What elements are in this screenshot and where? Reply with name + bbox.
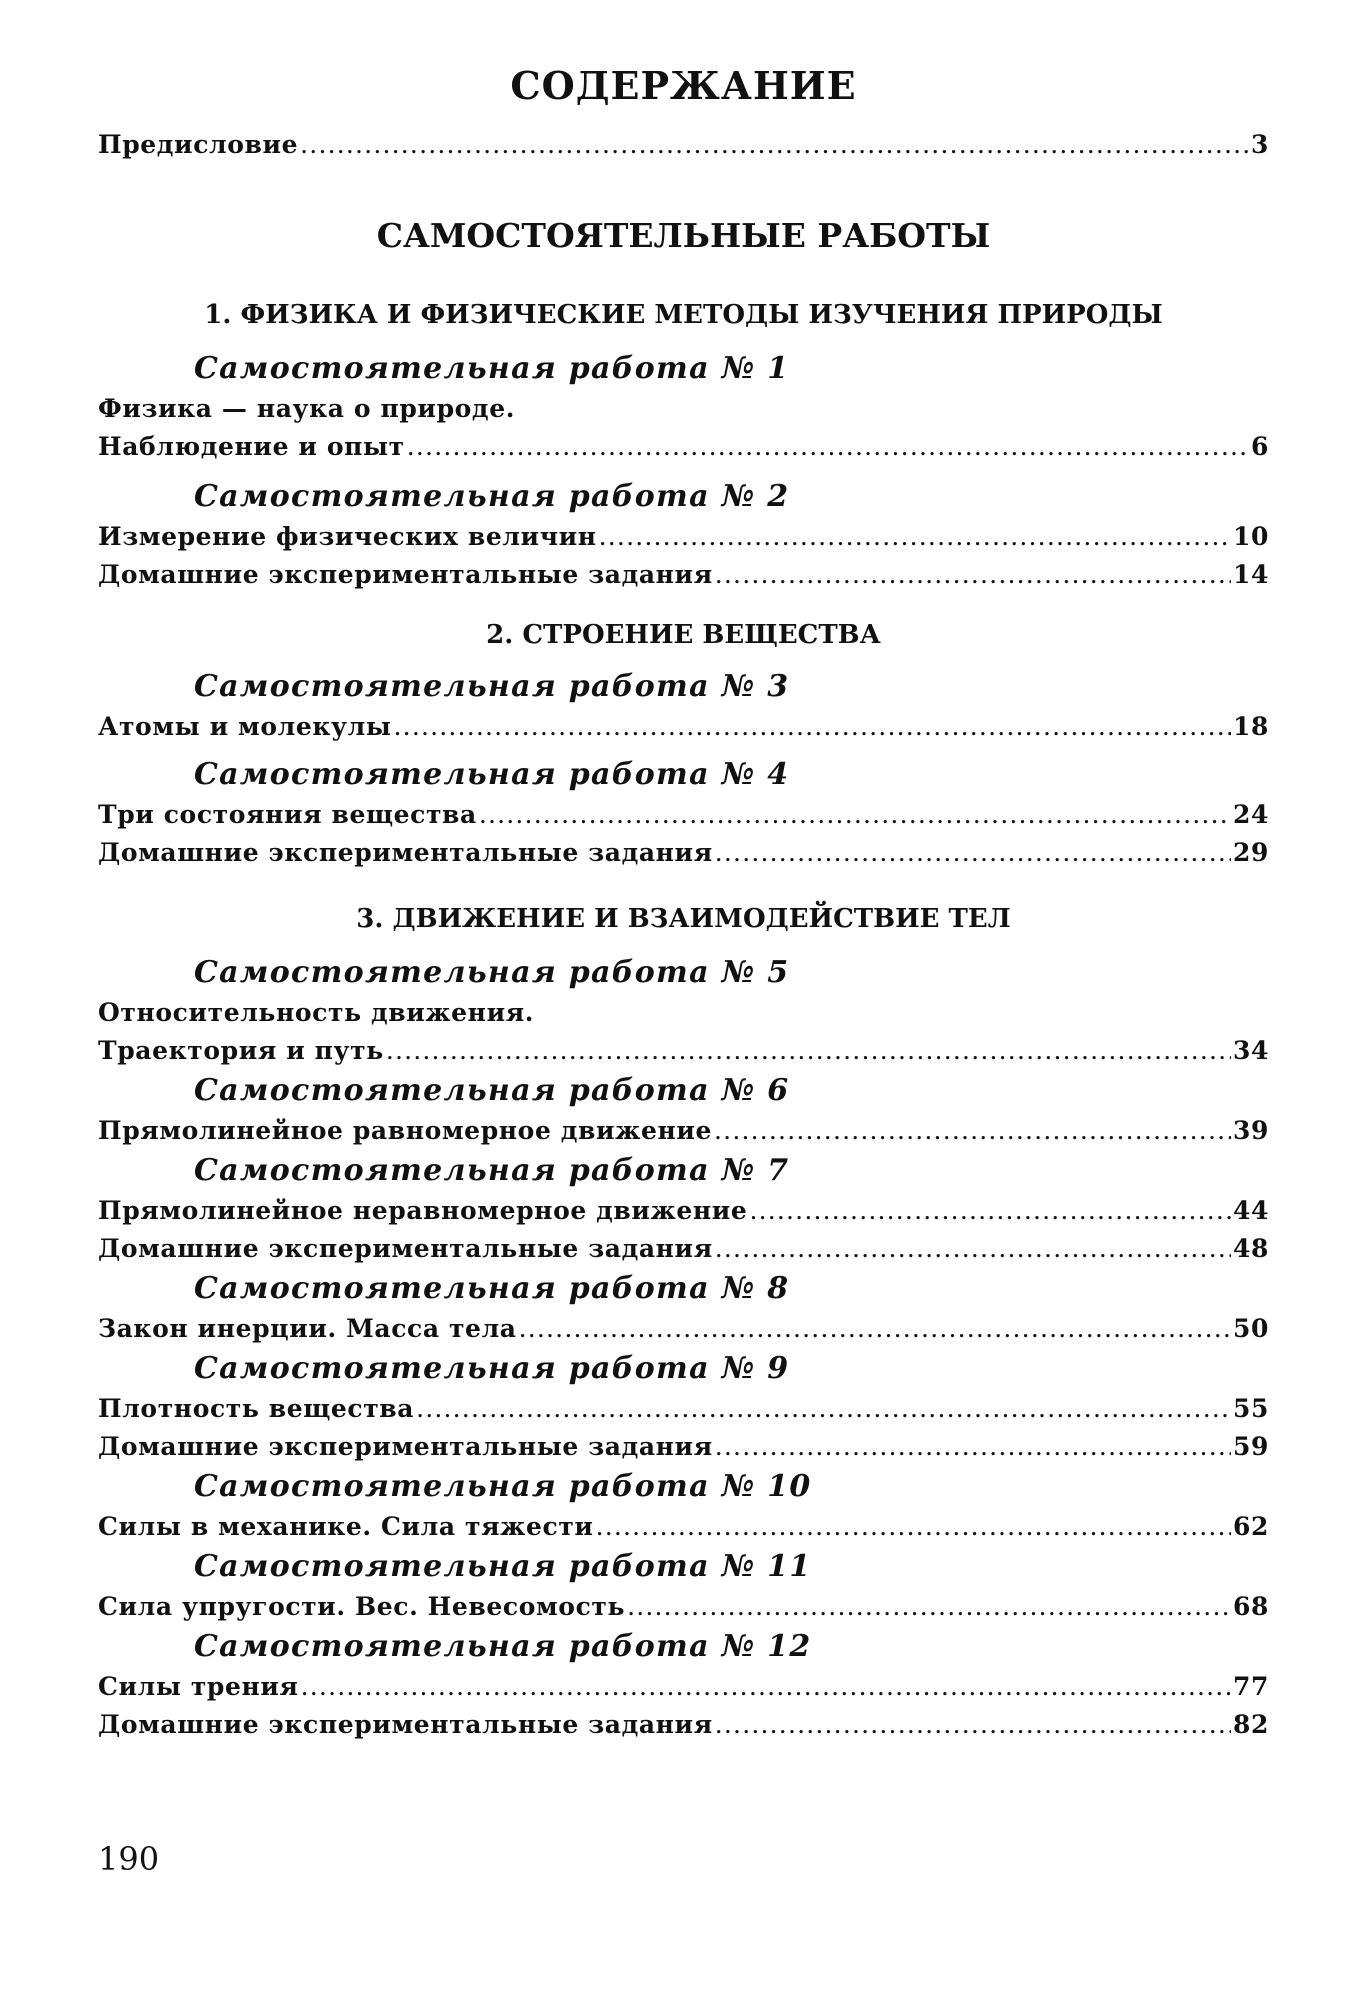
work-heading: Самостоятельная работа № 12 bbox=[194, 1629, 812, 1664]
toc-entry-page: 48 bbox=[1233, 1234, 1269, 1263]
toc-entry-label: Наблюдение и опыт bbox=[98, 432, 405, 461]
page-title: СОДЕРЖАНИЕ bbox=[510, 63, 857, 108]
chapter-title: 1. ФИЗИКА И ФИЗИЧЕСКИЕ МЕТОДЫ ИЗУЧЕНИЯ ПРИРОДЫ bbox=[204, 300, 1163, 330]
toc-entry[interactable] bbox=[98, 1668, 1269, 1706]
toc-entry-label: Атомы и молекулы bbox=[98, 712, 392, 741]
dot-leader bbox=[300, 126, 1249, 164]
toc-entry[interactable] bbox=[98, 1706, 1269, 1744]
toc-entry-page: 59 bbox=[1233, 1432, 1269, 1461]
toc-entry[interactable] bbox=[98, 1390, 1269, 1428]
work-heading: Самостоятельная работа № 2 bbox=[194, 479, 790, 514]
work-heading: Самостоятельная работа № 7 bbox=[194, 1153, 790, 1188]
work-heading: Самостоятельная работа № 8 bbox=[194, 1271, 790, 1306]
chapter-title: 3. ДВИЖЕНИЕ И ВЗАИМОДЕЙСТВИЕ ТЕЛ bbox=[356, 904, 1011, 934]
toc-entry-page: 44 bbox=[1233, 1196, 1269, 1225]
work-heading: Самостоятельная работа № 3 bbox=[194, 669, 790, 704]
toc-entry-label: Прямолинейное равномерное движение bbox=[98, 1116, 713, 1145]
dot-leader bbox=[407, 428, 1249, 466]
toc-entry[interactable] bbox=[98, 1588, 1269, 1626]
toc-entry-page: 77 bbox=[1233, 1672, 1269, 1701]
dot-leader bbox=[301, 1668, 1231, 1706]
toc-entry-preline: Относительность движения. bbox=[98, 998, 535, 1027]
toc-entry-label: Домашние экспериментальные задания bbox=[98, 1234, 713, 1263]
toc-entry-page: 14 bbox=[1233, 560, 1269, 589]
toc-entry[interactable] bbox=[98, 796, 1269, 834]
dot-leader bbox=[749, 1192, 1231, 1230]
work-heading: Самостоятельная работа № 5 bbox=[194, 955, 790, 990]
work-heading: Самостоятельная работа № 9 bbox=[194, 1351, 790, 1386]
work-heading: Самостоятельная работа № 10 bbox=[194, 1469, 812, 1504]
dot-leader bbox=[715, 1706, 1231, 1744]
toc-entry-preline: Физика — наука о природе. bbox=[98, 394, 516, 423]
dot-leader bbox=[715, 834, 1231, 872]
toc-entry[interactable] bbox=[98, 556, 1269, 594]
table-of-contents bbox=[98, 56, 1269, 1744]
toc-entry[interactable] bbox=[98, 428, 1269, 466]
toc-entry[interactable] bbox=[98, 1230, 1269, 1268]
toc-entry-label: Три состояния вещества bbox=[98, 800, 477, 829]
dot-leader bbox=[416, 1390, 1231, 1428]
toc-entry-label: Измерение физических величин bbox=[98, 522, 597, 551]
dot-leader bbox=[479, 796, 1231, 834]
toc-entry-page: 68 bbox=[1233, 1592, 1269, 1621]
toc-entry-label: Силы в механике. Сила тяжести bbox=[98, 1512, 594, 1541]
toc-entry[interactable] bbox=[98, 1428, 1269, 1466]
toc-entry[interactable] bbox=[98, 1508, 1269, 1546]
work-heading: Самостоятельная работа № 6 bbox=[194, 1073, 790, 1108]
toc-entry-page: 55 bbox=[1233, 1394, 1269, 1423]
toc-entry-label: Домашние экспериментальные задания bbox=[98, 560, 713, 589]
toc-entry-page: 34 bbox=[1233, 1036, 1269, 1065]
toc-entry-page: 82 bbox=[1233, 1710, 1269, 1739]
dot-leader bbox=[599, 518, 1231, 556]
toc-entry-page: 18 bbox=[1233, 712, 1269, 741]
toc-entry[interactable] bbox=[98, 518, 1269, 556]
toc-entry-label: Домашние экспериментальные задания bbox=[98, 1710, 713, 1739]
work-heading: Самостоятельная работа № 4 bbox=[194, 757, 790, 792]
dot-leader bbox=[715, 1230, 1231, 1268]
dot-leader bbox=[715, 1428, 1231, 1466]
toc-entry-label: Сила упругости. Вес. Невесомость bbox=[98, 1592, 626, 1621]
toc-entry-preface[interactable] bbox=[98, 126, 1269, 164]
dot-leader bbox=[519, 1310, 1231, 1348]
toc-entry-label: Силы трения bbox=[98, 1672, 299, 1701]
dot-leader bbox=[714, 1112, 1231, 1150]
toc-entry-page: 24 bbox=[1233, 800, 1269, 829]
toc-entry-page: 29 bbox=[1233, 838, 1269, 867]
work-heading: Самостоятельная работа № 1 bbox=[194, 351, 790, 386]
toc-entry-label: Закон инерции. Масса тела bbox=[98, 1314, 517, 1343]
toc-entry-label: Прямолинейное неравномерное движение bbox=[98, 1196, 748, 1225]
toc-entry-page: 3 bbox=[1251, 130, 1269, 159]
toc-entry[interactable] bbox=[98, 834, 1269, 872]
toc-entry-label: Траектория и путь bbox=[98, 1036, 384, 1065]
toc-entry[interactable] bbox=[98, 708, 1269, 746]
toc-entry-page: 10 bbox=[1233, 522, 1269, 551]
toc-entry-label: Домашние экспериментальные задания bbox=[98, 1432, 713, 1461]
toc-entry-label: Плотность вещества bbox=[98, 1394, 415, 1423]
toc-entry-page: 50 bbox=[1233, 1314, 1269, 1343]
toc-entry[interactable] bbox=[98, 1032, 1269, 1070]
toc-entry[interactable] bbox=[98, 1112, 1269, 1150]
toc-entry-label: Предисловие bbox=[98, 130, 299, 159]
chapter-title: 2. СТРОЕНИЕ ВЕЩЕСТВА bbox=[486, 620, 881, 650]
page-number: 190 bbox=[98, 1840, 160, 1878]
toc-entry-page: 39 bbox=[1233, 1116, 1269, 1145]
work-heading: Самостоятельная работа № 11 bbox=[194, 1549, 812, 1584]
dot-leader bbox=[596, 1508, 1231, 1546]
dot-leader bbox=[627, 1588, 1231, 1626]
toc-entry-label: Домашние экспериментальные задания bbox=[98, 838, 713, 867]
toc-entry-page: 62 bbox=[1233, 1512, 1269, 1541]
dot-leader bbox=[715, 556, 1231, 594]
dot-leader bbox=[386, 1032, 1231, 1070]
toc-entry-page: 6 bbox=[1251, 432, 1269, 461]
part-title: САМОСТОЯТЕЛЬНЫЕ РАБОТЫ bbox=[376, 216, 991, 255]
toc-entry[interactable] bbox=[98, 1310, 1269, 1348]
dot-leader bbox=[394, 708, 1231, 746]
toc-entry[interactable] bbox=[98, 1192, 1269, 1230]
